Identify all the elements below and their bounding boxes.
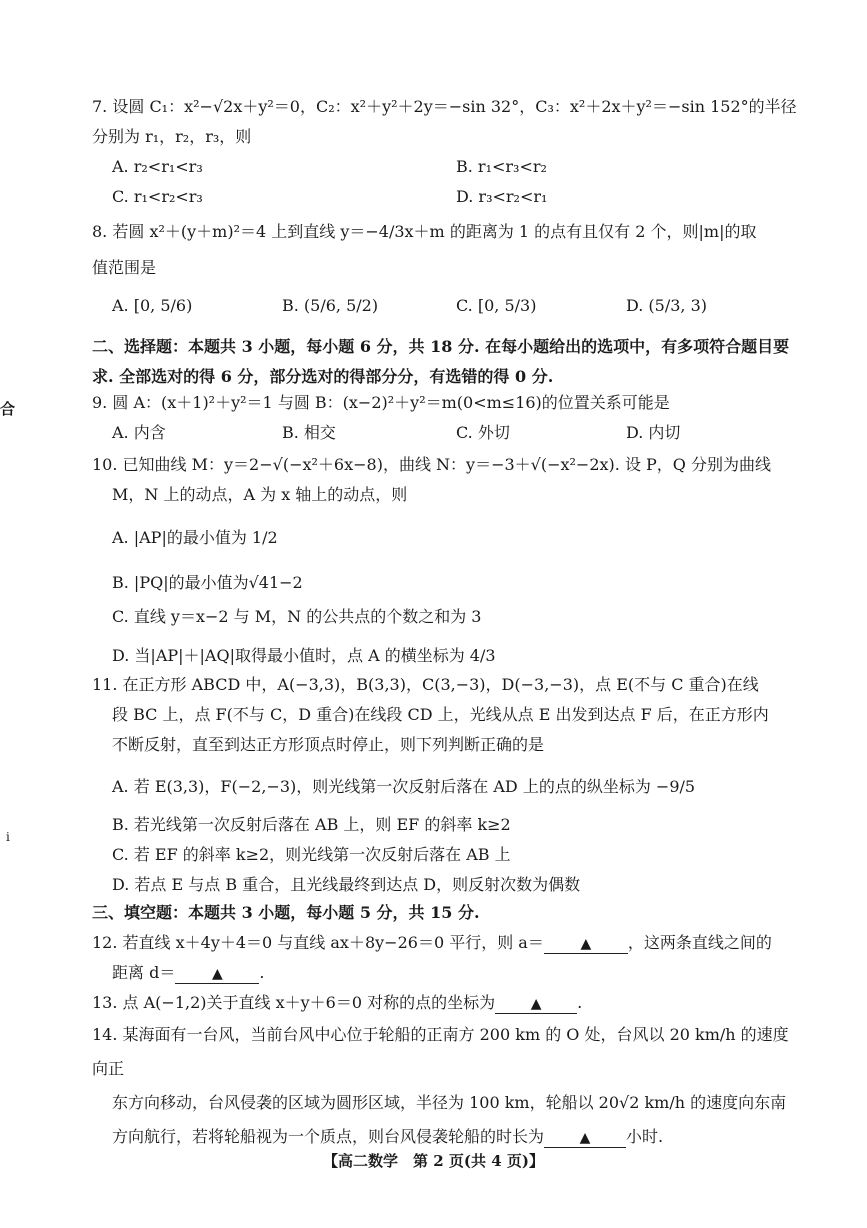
q12-text-4: .: [259, 963, 265, 982]
q12-text-1: 12. 若直线 x＋4y＋4＝0 与直线 ax＋8y−26＝0 平行，则 a＝: [92, 933, 544, 952]
blank-triangle-icon: ▲: [580, 936, 592, 952]
q7-option-b: B. r₁<r₃<r₂: [456, 157, 547, 176]
binding-margin-mark: i: [6, 830, 10, 844]
q11-stem-line1: 11. 在正方形 ABCD 中，A(−3,3)，B(3,3)，C(3,−3)，D(−3,−3)，点 E(不与 C 重合)在线: [92, 675, 759, 694]
q14-text-3: 方向航行，若将轮船视为一个质点，则台风侵袭轮船的时长为: [112, 1127, 545, 1146]
q12-answer-blank-d[interactable]: [175, 964, 259, 984]
q12-line1: [92, 928, 802, 958]
q8-option-b: B. (5/6, 5/2): [282, 296, 379, 315]
blank-triangle-icon: ▲: [211, 966, 223, 982]
question-13: [92, 988, 802, 1018]
q8-option-d: D. (5/3, 3): [626, 296, 708, 315]
q8-option-c: C. [0, 5/3): [456, 296, 537, 315]
q7-options-row1: [92, 152, 802, 182]
q9-option-a: A. 内含: [112, 423, 166, 442]
q11-stem-line3: 不断反射，直至到达正方形顶点时停止，则下列判断正确的是: [112, 735, 545, 754]
q13-answer-blank[interactable]: [495, 994, 577, 1014]
q14-text-4: 小时.: [626, 1127, 664, 1146]
q7-stem-line1: 7. 设圆 C₁：x²−√2x＋y²＝0，C₂：x²＋y²＋2y＝−sin 32°，C₃：x²＋2x＋y²＝−sin 152°的半径: [92, 97, 797, 116]
q10-option-c: C. 直线 y＝x−2 与 M，N 的公共点的个数之和为 3: [112, 607, 482, 626]
q9-stem: 9. 圆 A：(x＋1)²＋y²＝1 与圆 B：(x−2)²＋y²＝m(0<m≤16)的位置关系可能是: [92, 393, 670, 412]
blank-triangle-icon: ▲: [530, 996, 542, 1012]
q8-options-row: [92, 286, 802, 326]
question-9: [92, 388, 802, 448]
q12-answer-blank-a[interactable]: [544, 934, 628, 954]
q14-stem-line3: [92, 1120, 802, 1154]
section-3-line1: 三、填空题：本题共 3 小题，每小题 5 分，共 15 分.: [92, 903, 480, 922]
q12-line2: [92, 958, 802, 988]
q7-stem-line2: 分别为 r₁，r₂，r₃，则: [92, 127, 252, 146]
q13-text-1: 13. 点 A(−1,2)关于直线 x＋y＋6＝0 对称的点的坐标为: [92, 993, 496, 1012]
q8-option-a: A. [0, 5/6): [112, 296, 193, 315]
q9-options-row: [92, 418, 802, 448]
q11-option-d: D. 若点 E 与点 B 重合，且光线最终到达点 D，则反射次数为偶数: [112, 875, 581, 894]
q10-option-d: D. 当|AP|＋|AQ|取得最小值时，点 A 的横坐标为 4/3: [112, 646, 496, 665]
q10-option-a: A. |AP|的最小值为 1/2: [112, 528, 278, 547]
q14-stem-line2: 东方向移动，台风侵袭的区域为圆形区域，半径为 100 km，轮船以 20√2 km/h 的速度向东南: [112, 1093, 787, 1112]
blank-triangle-icon: ▲: [579, 1130, 591, 1146]
question-10: [92, 450, 802, 678]
q7-option-a: A. r₂<r₁<r₃: [112, 157, 203, 176]
question-8: [92, 214, 802, 326]
q13-text-2: .: [577, 993, 583, 1012]
section-3-header: [92, 898, 802, 928]
q14-stem-line1: 14. 某海面有一台风，当前台风中心位于轮船的正南方 200 km 的 O 处，台风以 20 km/h 的速度向正: [92, 1025, 789, 1078]
q9-option-b: B. 相交: [282, 423, 336, 442]
q9-option-c: C. 外切: [456, 423, 510, 442]
q11-stem-line2: 段 BC 上，点 F(不与 C，D 重合)在线段 CD 上，光线从点 E 出发到达点 F 后，在正方形内: [112, 705, 769, 724]
section-2-line2: 求. 全部选对的得 6 分，部分选对的得部分分，有选错的得 0 分.: [92, 367, 554, 386]
question-14: [92, 1018, 802, 1154]
q8-stem-line2: 值范围是: [92, 258, 157, 277]
section-2-line1: 二、选择题：本题共 3 小题，每小题 6 分，共 18 分. 在每小题给出的选项中，有多项符合题目要: [92, 337, 790, 356]
q8-stem-line1: 8. 若圆 x²＋(y＋m)²＝4 上到直线 y＝−4/3x＋m 的距离为 1 的点有且仅有 2 个，则|m|的取: [92, 222, 757, 241]
q11-option-a: A. 若 E(3,3)，F(−2,−3)，则光线第一次反射后落在 AD 上的点的纵坐标为 −9/5: [112, 777, 696, 796]
q12-text-3: 距离 d＝: [112, 963, 176, 982]
q7-option-c: C. r₁<r₂<r₃: [112, 187, 203, 206]
q10-stem-line1: 10. 已知曲线 M：y＝2−√(−x²＋6x−8)，曲线 N：y＝−3＋√(−x²−2x). 设 P，Q 分别为曲线: [92, 455, 772, 474]
binding-margin-char: 合: [0, 400, 16, 418]
question-7: [92, 92, 802, 212]
question-12: [92, 928, 802, 988]
q7-option-d: D. r₃<r₂<r₁: [456, 187, 548, 206]
q9-option-d: D. 内切: [626, 423, 681, 442]
q14-answer-blank[interactable]: [544, 1128, 626, 1148]
page-footer: 【高二数学 第 2 页(共 4 页)】: [323, 1152, 544, 1170]
q10-option-b: B. |PQ|的最小值为√41−2: [112, 573, 303, 592]
question-11: [92, 670, 802, 900]
q12-text-2: ，这两条直线之间的: [627, 933, 772, 952]
q11-option-c: C. 若 EF 的斜率 k≥2，则光线第一次反射后落在 AB 上: [112, 845, 511, 864]
q10-stem-line2: M，N 上的动点，A 为 x 轴上的动点，则: [112, 485, 408, 504]
section-2-header: [92, 332, 802, 392]
q11-option-b: B. 若光线第一次反射后落在 AB 上，则 EF 的斜率 k≥2: [112, 815, 511, 834]
q7-options-row2: [92, 182, 802, 212]
